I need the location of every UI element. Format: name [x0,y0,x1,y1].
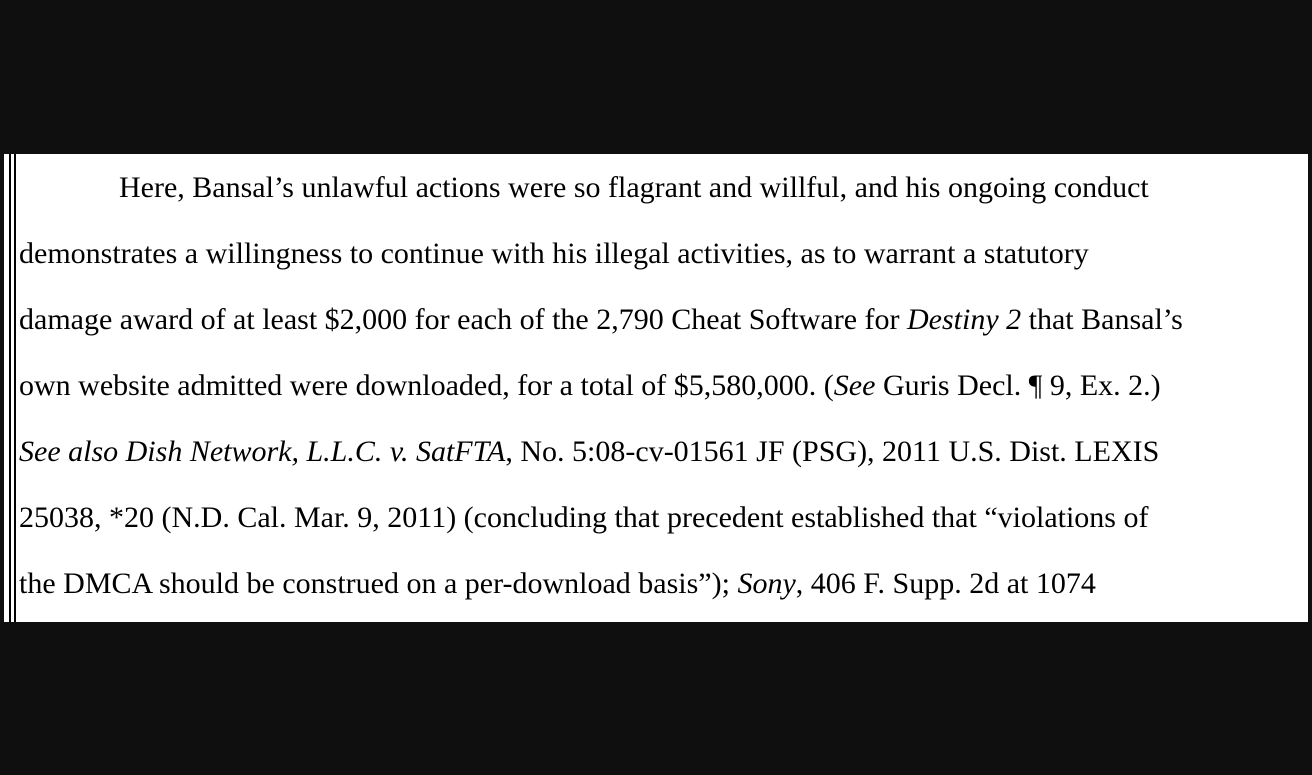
text-segment: Here, Bansal’s unlawful actions were so flagrant and willful, and his ongoing conduct [119,171,1149,204]
text-line-3 [19,300,1183,340]
text-line-1 [119,168,1149,208]
text-segment: Guris Decl. ¶ 9, Ex. 2.) [875,369,1161,402]
text-line-6 [19,498,1148,538]
text-line-2 [19,234,1089,274]
margin-rule-inner [14,154,16,622]
text-segment: damage award of at least $2,000 for each of the 2,790 Cheat Software for [19,303,908,336]
italic-title: Destiny 2 [907,303,1022,336]
margin-rule-outer [9,154,11,622]
text-segment: , 406 F. Supp. 2d at 1074 [795,567,1096,600]
text-segment: 25038, *20 (N.D. Cal. Mar. 9, 2011) (concluding that precedent established that “violations of [19,501,1149,534]
text-line-4 [19,366,1161,406]
text-segment: own website admitted were downloaded, for a total of $5,580,000. ( [19,369,834,402]
text-line-5 [19,432,1159,472]
italic-case-name: Sony [737,567,796,600]
text-segment: the DMCA should be construed on a per-download basis”); [19,567,738,600]
italic-signal: See [833,369,876,402]
italic-case-name: See also Dish Network, L.L.C. v. SatFTA [19,435,506,468]
document-page [4,154,1308,622]
text-segment: that Bansal’s [1021,303,1183,336]
text-segment: , No. 5:08-cv-01561 JF (PSG), 2011 U.S. Dist. LEXIS [505,435,1160,468]
text-segment: demonstrates a willingness to continue with his illegal activities, as to warrant a statutory [19,237,1089,270]
text-line-7 [19,564,1096,604]
